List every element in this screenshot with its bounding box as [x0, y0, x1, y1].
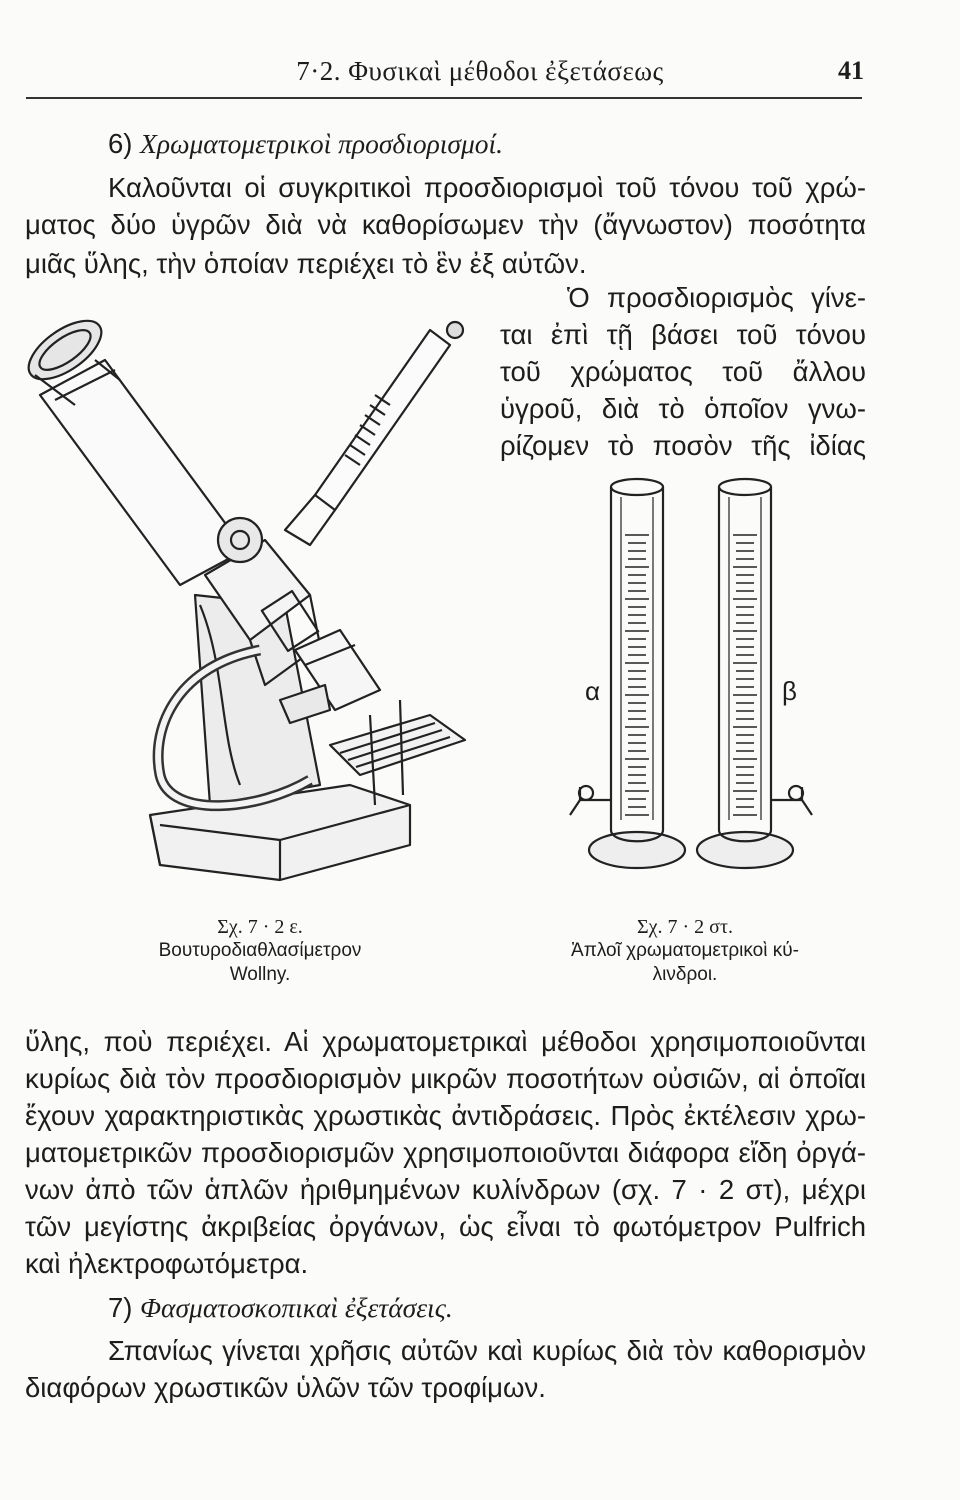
body-line: ὕλης, ποὺ περιέχει. Αἱ χρωματομετρικαὶ μέθοδοι χρησιμοποιοῦνται	[25, 1026, 866, 1057]
figure-right-label: Σχ. 7 · 2 στ.	[637, 916, 733, 938]
body-line: Ὁ προσδιορισμὸς γίνε-	[567, 282, 866, 313]
cylinder-beta	[697, 479, 812, 868]
figure-left-label: Σχ. 7 · 2 ε.	[217, 916, 303, 938]
section-7-number: 7)	[108, 1292, 133, 1323]
section-7-heading	[108, 1288, 453, 1328]
body-line: Σπανίως γίνεται χρῆσις αὐτῶν καὶ κυρίως διὰ τὸν καθορισμὸν	[108, 1335, 866, 1366]
page-number: 41	[838, 56, 864, 85]
body-line: ματος δύο ὑγρῶν διὰ νὰ καθορίσωμεν τὴν (ἄγνωστον) ποσότητα	[25, 209, 866, 240]
figure-left-caption	[130, 915, 390, 987]
cylinder-alpha-label: α	[585, 676, 601, 706]
body-line: κυρίως διὰ τὸν προσδιορισμὸν μικρῶν ποσοτήτων οὐσιῶν, αἱ ὁποῖαι	[25, 1063, 866, 1094]
running-header: 7·2. Φυσικαὶ μέθοδοι ἐξετάσεως	[296, 56, 664, 86]
section-6-heading	[108, 124, 503, 164]
body-line: ρίζομεν τὸ ποσὸν τῆς ἰδίας	[500, 430, 866, 461]
body-line: ὑγροῦ, διὰ τὸ ὁποῖον γνω-	[500, 393, 866, 424]
section-6-number: 6)	[108, 128, 133, 159]
figure-right-title-line1: Ἁπλοῖ χρωματομετρικοὶ κύ-	[571, 940, 799, 961]
header-rule	[26, 97, 862, 99]
section-6-title: Χρωματομετρικοὶ προσδιορισμοί.	[140, 128, 504, 159]
body-line: καὶ ἠλεκτροφωτόμετρα.	[25, 1248, 309, 1279]
body-line: διαφόρων χρωστικῶν ὑλῶν τῶν τροφίμων.	[25, 1372, 546, 1403]
body-line: μιᾶς ὕλης, τὴν ὁποίαν περιέχει τὸ ἓν ἐξ αὐτῶν.	[25, 248, 587, 279]
cylinder-beta-label: β	[782, 676, 797, 706]
body-line: Καλοῦνται οἱ συγκριτικοὶ προσδιορισμοὶ τοῦ τόνου τοῦ χρώ-	[108, 172, 866, 203]
body-line: τῶν μεγίστης ἀκριβείας ὀργάνων, ὡς εἶναι τὸ φωτόμετρον Pulfrich	[25, 1211, 866, 1242]
section-7-title: Φασματοσκοπικαὶ ἐξετάσεις.	[140, 1292, 453, 1323]
body-line: ἔχουν χαρακτηριστικὰς χρωστικὰς ἀντιδράσεις. Πρὸς ἐκτέλεσιν χρω-	[25, 1100, 866, 1131]
figure-right-caption	[520, 915, 850, 987]
body-line: ματομετρικῶν προσδιορισμῶν χρησιμοποιοῦνται διάφορα εἴδη ὀργά-	[25, 1137, 866, 1168]
body-line: νων ἀπὸ τῶν ἁπλῶν ἠριθμημένων κυλίνδρων (σχ. 7 · 2 στ), μέχρι	[25, 1174, 866, 1205]
figure-left-title: Βουτυροδιαθλασίμετρον Wollny.	[158, 940, 362, 985]
figure-wollny-refractometer	[10, 305, 480, 900]
figure-right-title-line2: λινδροι.	[652, 964, 718, 985]
cylinder-alpha	[570, 479, 685, 868]
body-line: τοῦ χρώματος τοῦ ἄλλου	[500, 356, 866, 387]
body-line: ται ἐπὶ τῇ βάσει τοῦ τόνου	[500, 319, 866, 350]
